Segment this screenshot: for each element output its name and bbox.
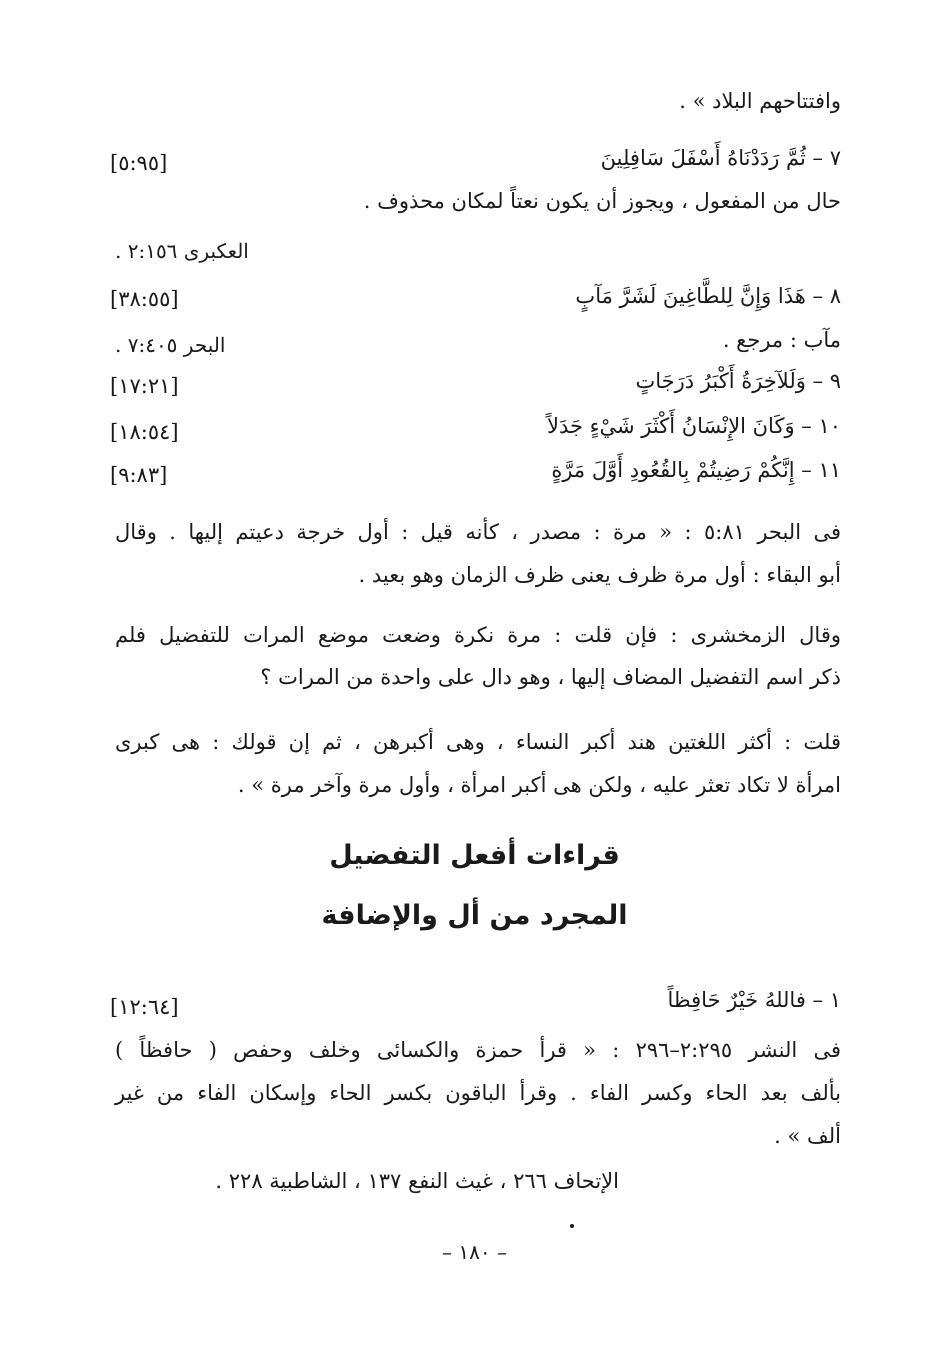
verse-11: ١١ – إِنَّكُمْ رَضِيتُمْ بِالقُعُودِ أَوَّلَ مَرَّةٍ xyxy=(551,458,841,482)
paragraph-line: امرأة لا تكاد تعثر عليه ، ولكن هى أكبر امرأة ، وأول مرة وآخر مرة » . xyxy=(237,773,841,797)
paragraph-line: فى البحر ٥:٨١ : « مرة : مصدر ، كأنه قيل : أول خرجة دعيتم إليها . وقال xyxy=(115,520,841,544)
verse-ref-11: [٩:٨٣] xyxy=(110,463,168,487)
paragraph-line: ألف » . xyxy=(774,1124,841,1148)
text-line: وافتتاحهم البلاد » . xyxy=(679,89,841,113)
paragraph-line: قلت : أكثر اللغتين هند أكبر النساء ، وهى أكبرهن ، ثم إن قولك : هى كبرى xyxy=(115,730,841,754)
section-subheading: المجرد من أل والإضافة xyxy=(321,900,628,931)
page-number: – ١٨٠ – xyxy=(442,1240,507,1264)
source-citation: العكبرى ٢:١٥٦ . xyxy=(115,239,249,263)
section-heading: قراءات أفعل التفضيل xyxy=(329,840,620,871)
verse-1: ١ – فاللهُ خَيْرٌ حَافِظاً xyxy=(667,988,841,1012)
verse-10: ١٠ – وَكَانَ الإِنْسَانُ أَكْثَرَ شَيْءٍ جَدَلاً xyxy=(547,414,841,438)
text-line: حال من المفعول ، ويجوز أن يكون نعتاً لمكان محذوف . xyxy=(363,189,841,213)
text-line: مآب : مرجع . xyxy=(722,328,841,352)
paragraph-line: ذكر اسم التفضيل المضاف إليها ، وهو دال على واحدة من المرات ؟ xyxy=(260,665,841,689)
verse-ref-7: [٥:٩٥] xyxy=(110,151,168,175)
source-citation: الإتحاف ٢٦٦ ، غيث النفع ١٣٧ ، الشاطبية ٢٢٨ . xyxy=(215,1169,619,1193)
verse-ref-8: [٣٨:٥٥] xyxy=(110,287,179,311)
paragraph-line: وقال الزمخشرى : فإن قلت : مرة نكرة وضعت موضع المرات للتفضيل فلم xyxy=(115,623,841,647)
verse-7: ٧ – ثُمَّ رَدَدْنَاهُ أَسْفَلَ سَافِلِينَ xyxy=(600,146,841,170)
verse-8: ٨ – هَذَا وَإِنَّ لِلطَّاغِينَ لَشَرَّ مَآبٍ xyxy=(575,284,841,308)
verse-ref-9: [١٧:٢١] xyxy=(110,374,179,398)
verse-ref-1: [١٢:٦٤] xyxy=(110,995,179,1019)
verse-9: ٩ – وَلَلآخِرَةُ أَكْبَرُ دَرَجَاتٍ xyxy=(635,369,841,393)
source-citation: البحر ٧:٤٠٥ . xyxy=(115,333,226,357)
paragraph-line: بألف بعد الحاء وكسر الفاء . وقرأ الباقون بكسر الحاء وإسكان الفاء من غير xyxy=(115,1081,841,1105)
paragraph-line: أبو البقاء : أول مرة ظرف يعنى ظرف الزمان وهو بعيد . xyxy=(358,563,841,587)
ink-dot xyxy=(570,1224,574,1228)
verse-ref-10: [١٨:٥٤] xyxy=(110,420,179,444)
paragraph-line: فى النشر ٢:٢٩٥–٢٩٦ : « قرأ حمزة والكسائى وخلف وحفص ( حافظاً ) xyxy=(115,1038,841,1062)
